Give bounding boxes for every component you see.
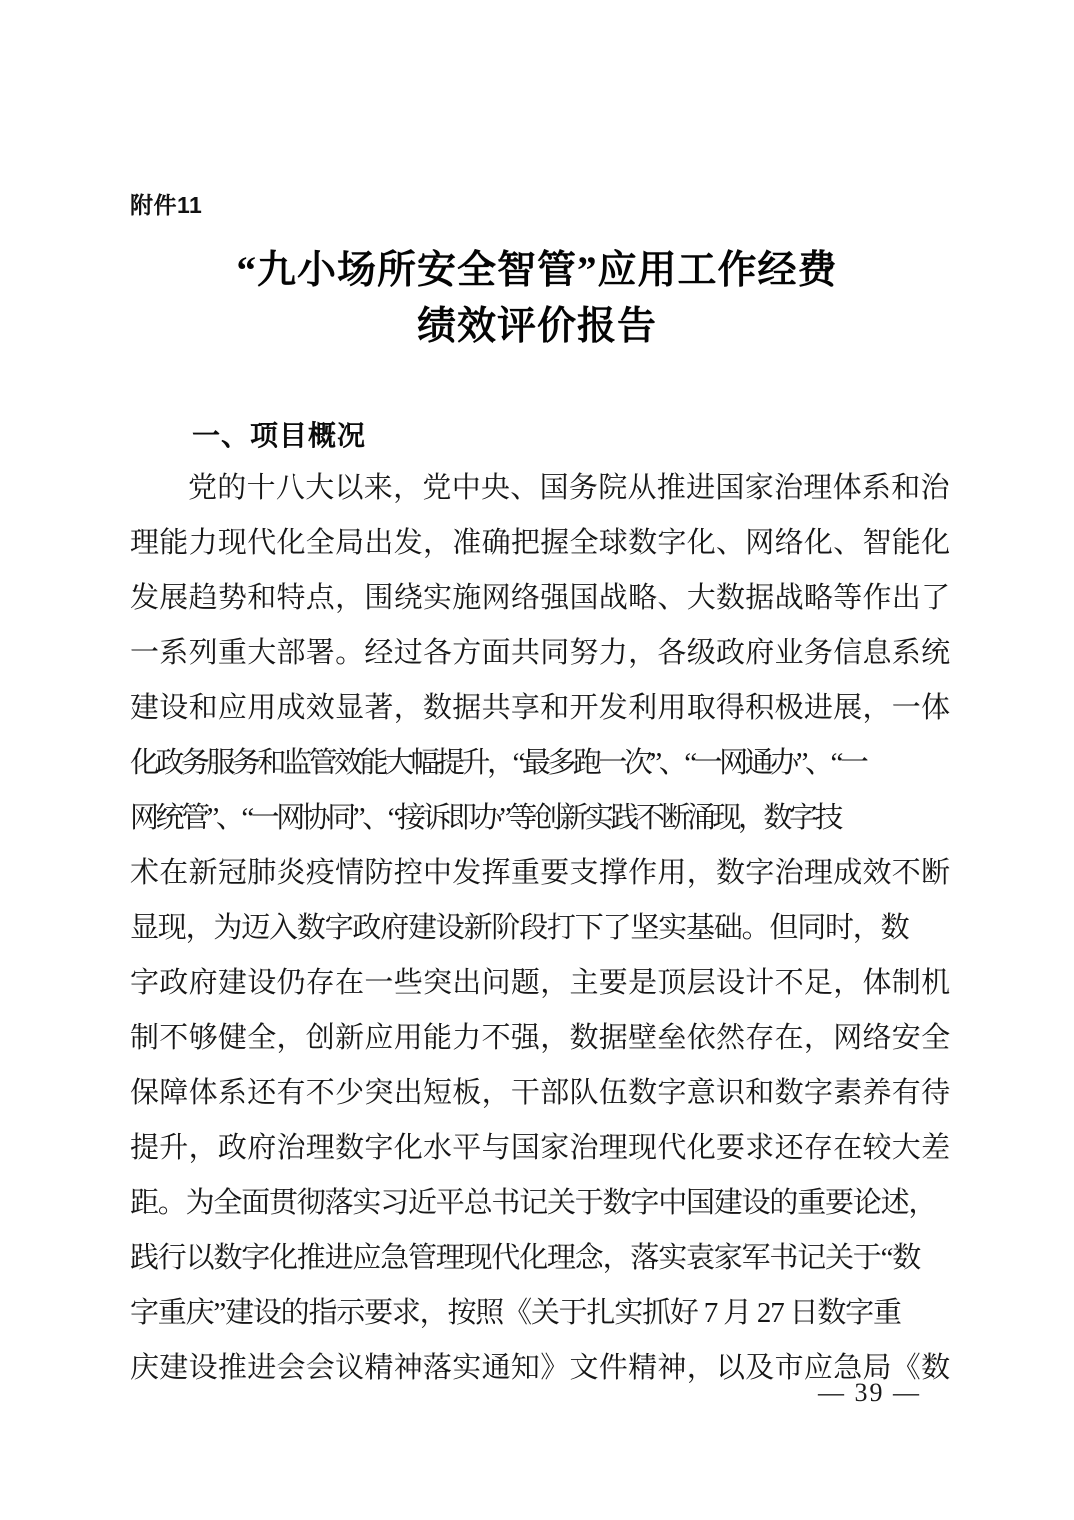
title-line-1: “九小场所安全智管”应用工作经费 bbox=[236, 249, 838, 292]
paragraph-line: 化政务服务和监管效能大幅提升，“最多跑一次”、“一网通办”、“一 bbox=[130, 747, 866, 779]
paragraph-line: 保障体系还有不少突出短板，干部队伍数字意识和数字素养有待 bbox=[130, 1077, 951, 1109]
section-heading: 一、项目概况 bbox=[192, 420, 367, 451]
paragraph-line: 提升，政府治理数字化水平与国家治理现代化要求还存在较大差 bbox=[130, 1132, 951, 1164]
paragraph-line: 践行以数字化推进应急管理现代化理念，落实袁家军书记关于“数 bbox=[130, 1242, 921, 1274]
paragraph-line: 术在新冠肺炎疫情防控中发挥重要支撑作用，数字治理成效不断 bbox=[130, 857, 951, 889]
title-line-2: 绩效评价报告 bbox=[416, 305, 657, 348]
body-paragraph bbox=[130, 461, 952, 1396]
paragraph-line: 显现，为迈入数字政府建设新阶段打下了坚实基础。但同时，数 bbox=[130, 912, 909, 944]
paragraph-line: 字政府建设仍存在一些突出问题，主要是顶层设计不足，体制机 bbox=[130, 967, 951, 999]
paragraph-line: 一系列重大部署。经过各方面共同努力，各级政府业务信息系统 bbox=[130, 637, 951, 669]
paragraph-line: 理能力现代化全局出发，准确把握全球数字化、网络化、智能化 bbox=[130, 527, 951, 559]
paragraph-line: 党的十八大以来，党中央、国务院从推进国家治理体系和治 bbox=[188, 472, 950, 504]
attachment-label: 附件11 bbox=[130, 192, 203, 218]
paragraph-line: 制不够健全，创新应用能力不强，数据壁垒依然存在，网络安全 bbox=[130, 1022, 951, 1054]
paragraph-line: 网统管”、“一网协同”、“接诉即办”等创新实践不断涌现，数字技 bbox=[130, 802, 840, 834]
paragraph-line: 发展趋势和特点，围绕实施网络强国战略、大数据战略等作出了 bbox=[130, 582, 951, 614]
paragraph-line: 建设和应用成效显著，数据共享和开发利用取得积极进展，一体 bbox=[130, 692, 951, 724]
paragraph-line: 字重庆”建设的指示要求，按照《关于扎实抓好 7 月 27 日数字重 bbox=[130, 1297, 901, 1329]
paragraph-line: 庆建设推进会会议精神落实通知》文件精神，以及市应急局《数 bbox=[130, 1352, 951, 1384]
paragraph-line: 距。为全面贯彻落实习近平总书记关于数字中国建设的重要论述， bbox=[130, 1187, 937, 1219]
document-title bbox=[0, 243, 1074, 355]
page-number: — 39 — bbox=[818, 1378, 921, 1407]
